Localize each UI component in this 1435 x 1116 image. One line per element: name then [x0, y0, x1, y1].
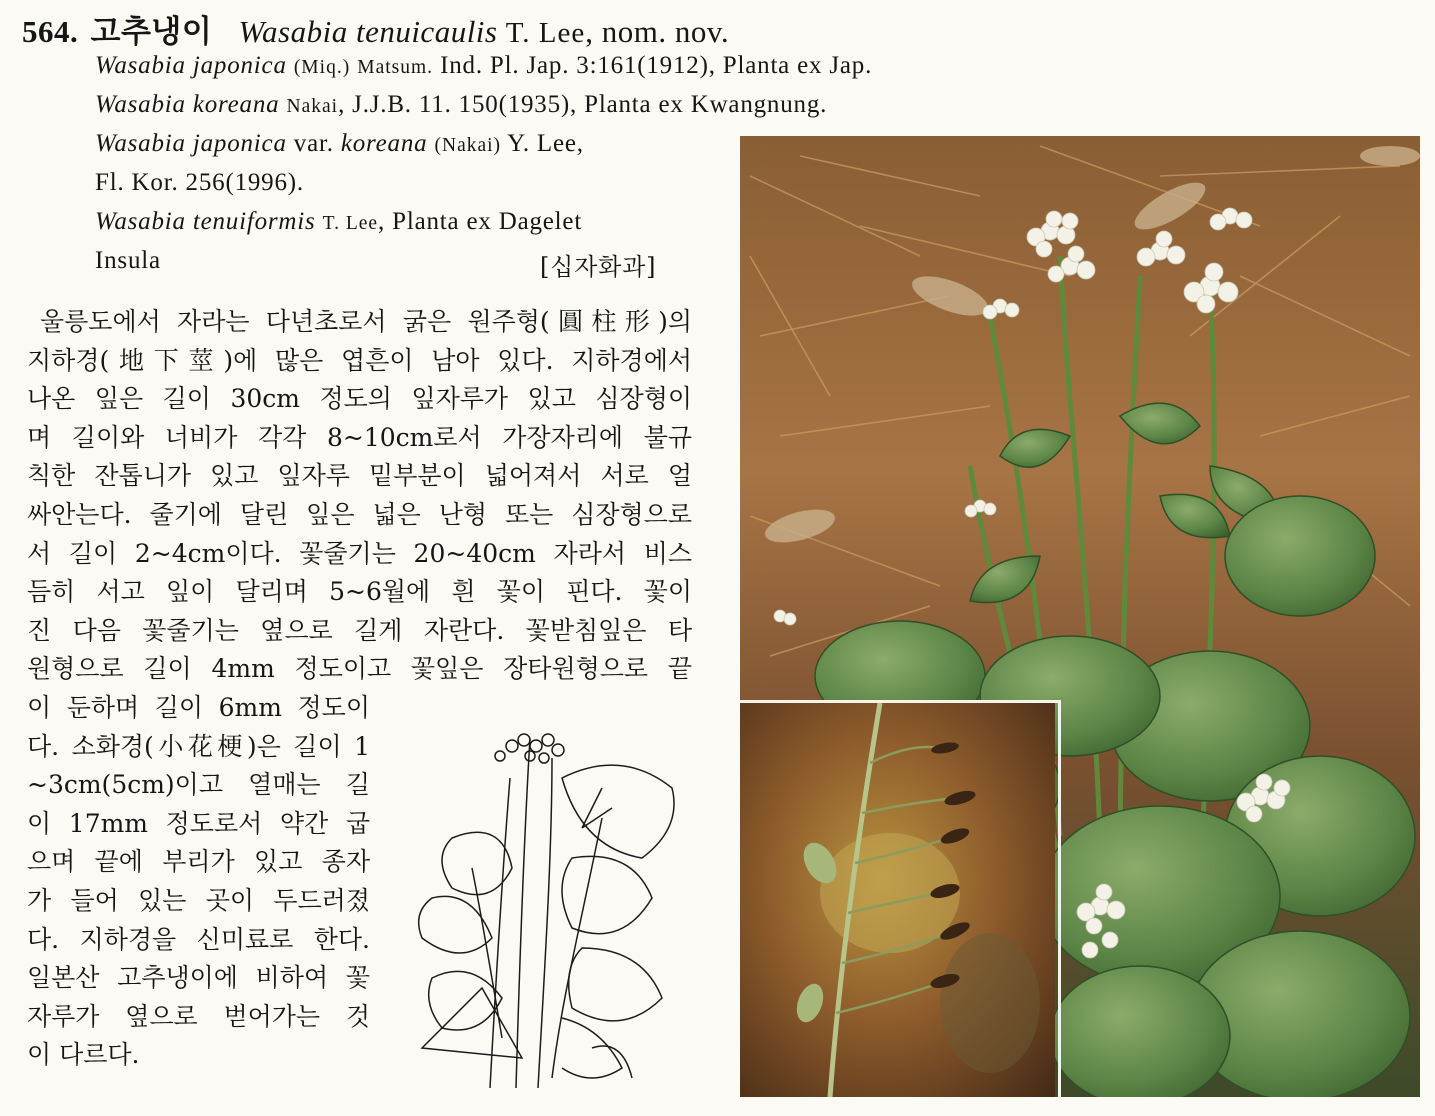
description-line: 이 다르다.: [27, 1040, 140, 1070]
synonym-2: [95, 91, 827, 119]
fruit-photo-image: [740, 703, 1055, 1097]
synonym-3: [95, 130, 584, 158]
description-line: 일본산 고추냉이에 비하여 꽃: [27, 963, 370, 993]
description-line: 다. 소화경(小花梗)은 길이 1: [27, 731, 370, 761]
synonym-infraspecific-name: koreana: [340, 130, 428, 157]
description-line: 싸안는다. 줄기에 달린 잎은 넓은 난형 또는 심장형으로: [27, 500, 692, 529]
description-line: 자루가 옆으로 벋어가는 것: [27, 1001, 370, 1031]
synonym-rank: var.: [286, 130, 341, 157]
entry-title: [22, 6, 729, 51]
description-line: 울릉도에서 자라는 다년초로서 굵은 원주형(圓柱形)의: [40, 307, 692, 336]
description-line: 나온 잎은 길이 30cm 정도의 잎자루가 있고 심장형이: [27, 384, 692, 414]
korean-name: 고추냉이: [90, 14, 213, 50]
description-line: 으며 끝에 부리가 있고 종자: [27, 847, 370, 877]
fruit-inset-photograph: [740, 700, 1061, 1100]
description-line: 이 17mm 정도로서 약간 굽: [27, 808, 370, 838]
synonym-1: [95, 52, 872, 80]
scientific-author: T. Lee: [505, 17, 586, 49]
synonym-citation: Insula: [95, 247, 161, 274]
description-line: 지하경(地下莖)에 많은 엽흔이 남아 있다. 지하경에서: [27, 345, 692, 375]
description-line: 원형으로 길이 4mm 정도이고 꽃잎은 장타원형으로 끝: [27, 654, 692, 684]
botanical-line-drawing: [412, 718, 684, 1094]
synonym-author: (Nakai): [434, 135, 502, 156]
synonym-name: Wasabia koreana: [95, 91, 280, 118]
synonym-3-cont: [95, 169, 304, 197]
synonym-4: [95, 208, 582, 236]
description-line: 며 길이와 너비가 각각 8~10cm로서 가장자리에 불규: [27, 422, 692, 452]
synonym-author: T. Lee: [322, 213, 379, 234]
synonym-citation: , J.J.B. 11. 150(1935), Planta ex Kwangnung.: [338, 91, 828, 118]
description-line: ~3cm(5cm)이고 열매는 길: [27, 770, 370, 800]
description-line: 듬히 서고 잎이 달리며 5~6월에 흰 꽃이 핀다. 꽃이: [27, 577, 692, 607]
description-line: 서 길이 2~4cm이다. 꽃줄기는 20~40cm 자라서 비스: [27, 538, 692, 568]
description-line: 이 둔하며 길이 6mm 정도이: [27, 693, 370, 722]
synonym-name: Wasabia japonica: [95, 130, 287, 157]
entry-number: 564.: [22, 14, 79, 49]
description-line: 가 들어 있는 곳이 두드러졌: [27, 886, 370, 915]
synonym-citation: Y. Lee,: [501, 130, 584, 157]
synonym-author: (Miq.): [293, 57, 351, 78]
synonym-citation: Ind. Pl. Jap. 3:161(1912), Planta ex Jap.: [433, 52, 873, 79]
synonym-name: Wasabia tenuiformis: [95, 208, 316, 235]
synonym-name: Wasabia japonica: [95, 52, 287, 79]
nomenclature-status: , nom. nov.: [585, 14, 730, 49]
synonym-author: Matsum.: [357, 57, 434, 78]
scientific-name: Wasabia tenuicaulis: [238, 14, 498, 49]
synonym-citation: , Planta ex Dagelet: [378, 208, 583, 235]
line-drawing-image: [412, 718, 684, 1094]
synonym-author: Nakai: [286, 96, 339, 117]
family-label: [십자화과]: [540, 253, 657, 281]
description-line: 진 다음 꽃줄기는 옆으로 길게 자란다. 꽃받침잎은 타: [27, 615, 692, 645]
description-line: 다. 지하경을 신미료로 한다.: [27, 924, 370, 954]
description-line: 칙한 잔톱니가 있고 잎자루 밑부분이 넓어져서 서로 얼: [27, 461, 692, 491]
synonym-4-cont: [95, 247, 161, 275]
synonym-citation: Fl. Kor. 256(1996).: [95, 169, 304, 196]
